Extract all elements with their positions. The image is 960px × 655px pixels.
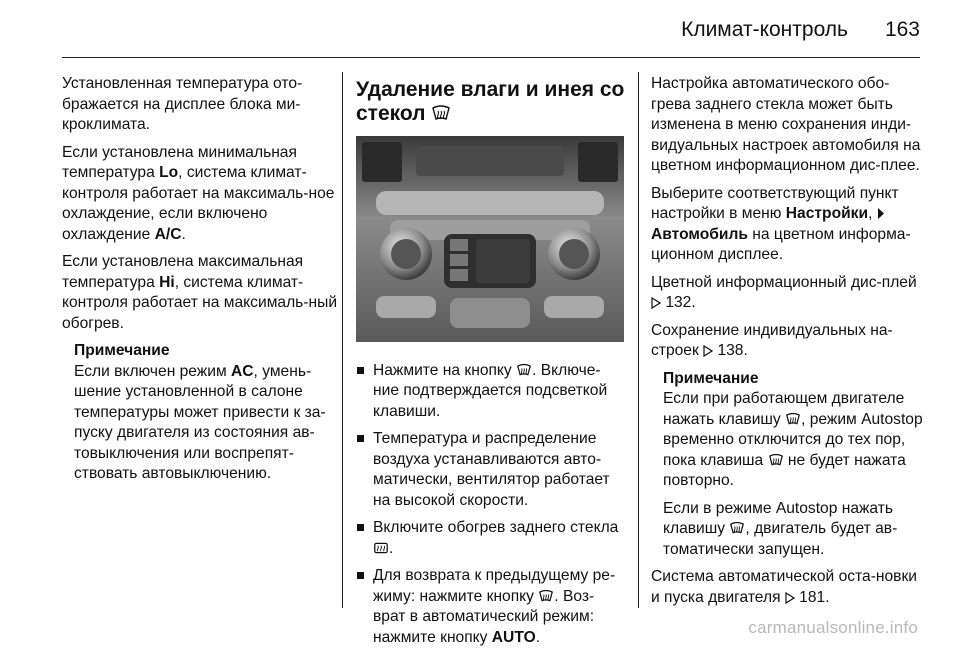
- windshield-defrost-icon: [431, 104, 451, 122]
- menu-settings: Настройки: [785, 205, 869, 222]
- instruction-list: [356, 361, 626, 649]
- windshield-defrost-icon: [785, 412, 801, 426]
- page-title: Климат-контроль: [681, 18, 848, 41]
- climate-control-panel-photo: [356, 136, 624, 342]
- note-block: Примечание Если при работающем двигателе нажать клавишу , режим Autostop временно отключится до тех пор, пока клавиша не будет нажата повторно. Если в режиме Autostop нажать клавишу , двигатель будет ав-томатически запущен.: [663, 369, 926, 561]
- page-header: [0, 0, 960, 62]
- paragraph-menu: Выберите соответствующий пункт настройки в меню Настройки, Автомобиль на цветном информа-ционном дисплее.: [651, 184, 911, 263]
- paragraph-hi: Если установлена максимальная температура Hi, система климат-контроля работает на максималь-ный обогрев.: [62, 253, 338, 332]
- column-divider-right: [638, 72, 639, 608]
- column-divider-left: [342, 72, 343, 608]
- paragraph-settings: Настройка автоматического обо-грева заднего стекла может быть изменена в меню сохранения инди-видуальных настроек автомобиля на цветном информационном дис-плее.: [651, 75, 921, 174]
- note-block: Примечание Если включен режим AC, умень-шение установленной в салоне температуры может привести к за-пуску двигателя из состояния ав-товыключения или воспрепят-ствовать автовыключению.: [74, 341, 338, 485]
- column-left: [62, 74, 338, 485]
- label-ac: A/C: [154, 225, 182, 243]
- section-heading: Удаление влаги и инея со стекол: [356, 78, 625, 125]
- bullet-square-icon: [357, 435, 364, 442]
- column-middle: [356, 74, 626, 655]
- label-auto: AUTO: [491, 628, 536, 646]
- paragraph-color-display: Цветной информационный дис-плей 132.: [651, 273, 917, 311]
- menu-arrow-icon: [877, 207, 885, 220]
- note-title: Примечание: [663, 369, 759, 387]
- page-number: 163: [884, 18, 920, 41]
- list-item: Включите обогрев заднего стекла .: [356, 518, 626, 559]
- watermark: carmanualsonline.info: [748, 618, 918, 637]
- paragraph-personal-settings: Сохранение индивидуальных на-строек 138.: [651, 321, 893, 359]
- bullet-square-icon: [357, 367, 364, 374]
- label-ac: AC: [231, 362, 254, 380]
- list-item: Для возврата к предыдущему ре-жиму: нажмите кнопку . Воз-врат в автоматический режим: нажмите кнопку AUTO.: [356, 566, 626, 648]
- windshield-defrost-icon: [516, 363, 532, 377]
- rear-window-defrost-icon: [373, 541, 389, 555]
- paragraph-display: Установленная температура ото-бражается на дисплее блока ми-кроклимата.: [62, 75, 303, 133]
- page-reference-triangle-icon: [703, 345, 713, 357]
- label-hi: Hi: [159, 273, 175, 291]
- bullet-square-icon: [357, 524, 364, 531]
- list-item: Нажмите на кнопку . Включе-ние подтверждается подсветкой клавиши.: [356, 361, 626, 423]
- bullet-square-icon: [357, 572, 364, 579]
- page-reference-triangle-icon: [785, 592, 795, 604]
- windshield-defrost-icon: [768, 453, 784, 467]
- note-title: Примечание: [74, 342, 170, 359]
- paragraph-lo: Если установлена минимальная температура Lo, система климат-контроля работает на максималь-ное охлаждение, если включено охлаждение A/C.: [62, 143, 335, 243]
- windshield-defrost-icon: [538, 589, 554, 603]
- column-right: [651, 74, 926, 615]
- page-reference-triangle-icon: [651, 297, 661, 309]
- label-lo: Lo: [159, 164, 179, 181]
- windshield-defrost-icon: [729, 521, 745, 535]
- menu-vehicle: Автомобиль: [651, 225, 748, 243]
- header-rule: [62, 57, 920, 58]
- list-item: Температура и распределение воздуха устанавливаются авто-матически, вентилятор работает на высокой скорости.: [356, 429, 626, 511]
- paragraph-autostop: Система автоматической оста-новки и пуска двигателя 181.: [651, 568, 917, 606]
